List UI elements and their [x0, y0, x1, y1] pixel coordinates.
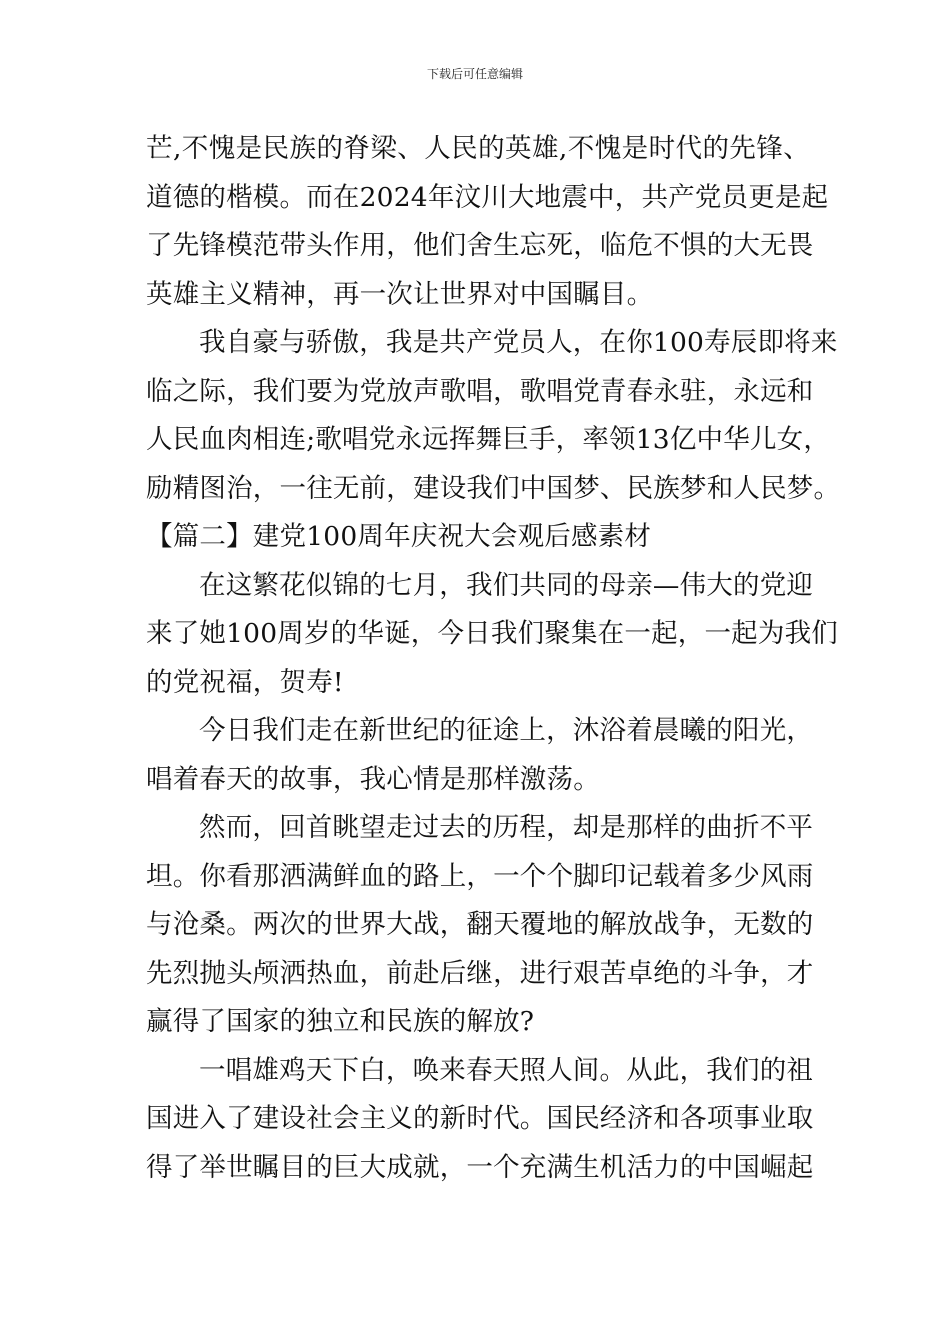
text-line: 得了举世瞩目的巨大成就，一个充满生机活力的中国崛起 — [146, 1151, 814, 1183]
text-line: 在这繁花似锦的七月，我们共同的母亲—伟大的党迎 — [199, 569, 814, 601]
document-body — [146, 125, 841, 1192]
text-line: 励精图治，一往无前，建设我们中国梦、民族梦和人民梦。 — [146, 472, 841, 504]
text-line: 然而，回首眺望走过去的历程，却是那样的曲折不平 — [199, 812, 814, 843]
text-line: 人民血肉相连;歌唱党永远挥舞巨手，率领13亿中华儿女， — [146, 424, 831, 455]
text-line: 先烈抛头颅洒热血，前赴后继，进行艰苦卓绝的斗争，才 — [146, 957, 814, 989]
text-line: 临之际，我们要为党放声歌唱，歌唱党青春永驻，永远和 — [146, 375, 814, 407]
text-line: 【篇二】建党100周年庆祝大会观后感素材 — [146, 521, 652, 552]
text-line: 与沧桑。两次的世界大战，翻天覆地的解放战争，无数的 — [146, 909, 814, 940]
text-line: 赢得了国家的独立和民族的解放? — [146, 1006, 535, 1037]
text-line: 坦。你看那洒满鲜血的路上，一个个脚印记载着多少风雨 — [146, 860, 814, 892]
text-line: 了先锋模范带头作用，他们舍生忘死，临危不惧的大无畏 — [146, 230, 814, 261]
text-line: 英雄主义精神，再一次让世界对中国瞩目。 — [146, 278, 654, 310]
text-line: 今日我们走在新世纪的征途上，沐浴着晨曦的阳光， — [199, 715, 814, 746]
text-line: 唱着春天的故事，我心情是那样激荡。 — [146, 763, 600, 795]
text-line: 国进入了建设社会主义的新时代。国民经济和各项事业取 — [146, 1103, 814, 1134]
text-line: 来了她100周岁的华诞，今日我们聚集在一起，一起为我们 — [146, 618, 838, 649]
text-line: 我自豪与骄傲，我是共产党员人，在你100寿辰即将来 — [199, 327, 838, 358]
text-line: 的党祝福，贺寿! — [146, 666, 344, 698]
page-header: 下载后可任意编辑 — [426, 67, 523, 81]
text-line: 芒,不愧是民族的脊梁、人民的英雄,不愧是时代的先锋、 — [146, 133, 810, 164]
text-line: 道德的楷模。而在2024年汶川大地震中，共产党员更是起 — [146, 181, 829, 213]
text-line: 一唱雄鸡天下白，唤来春天照人间。从此，我们的祖 — [199, 1054, 814, 1086]
